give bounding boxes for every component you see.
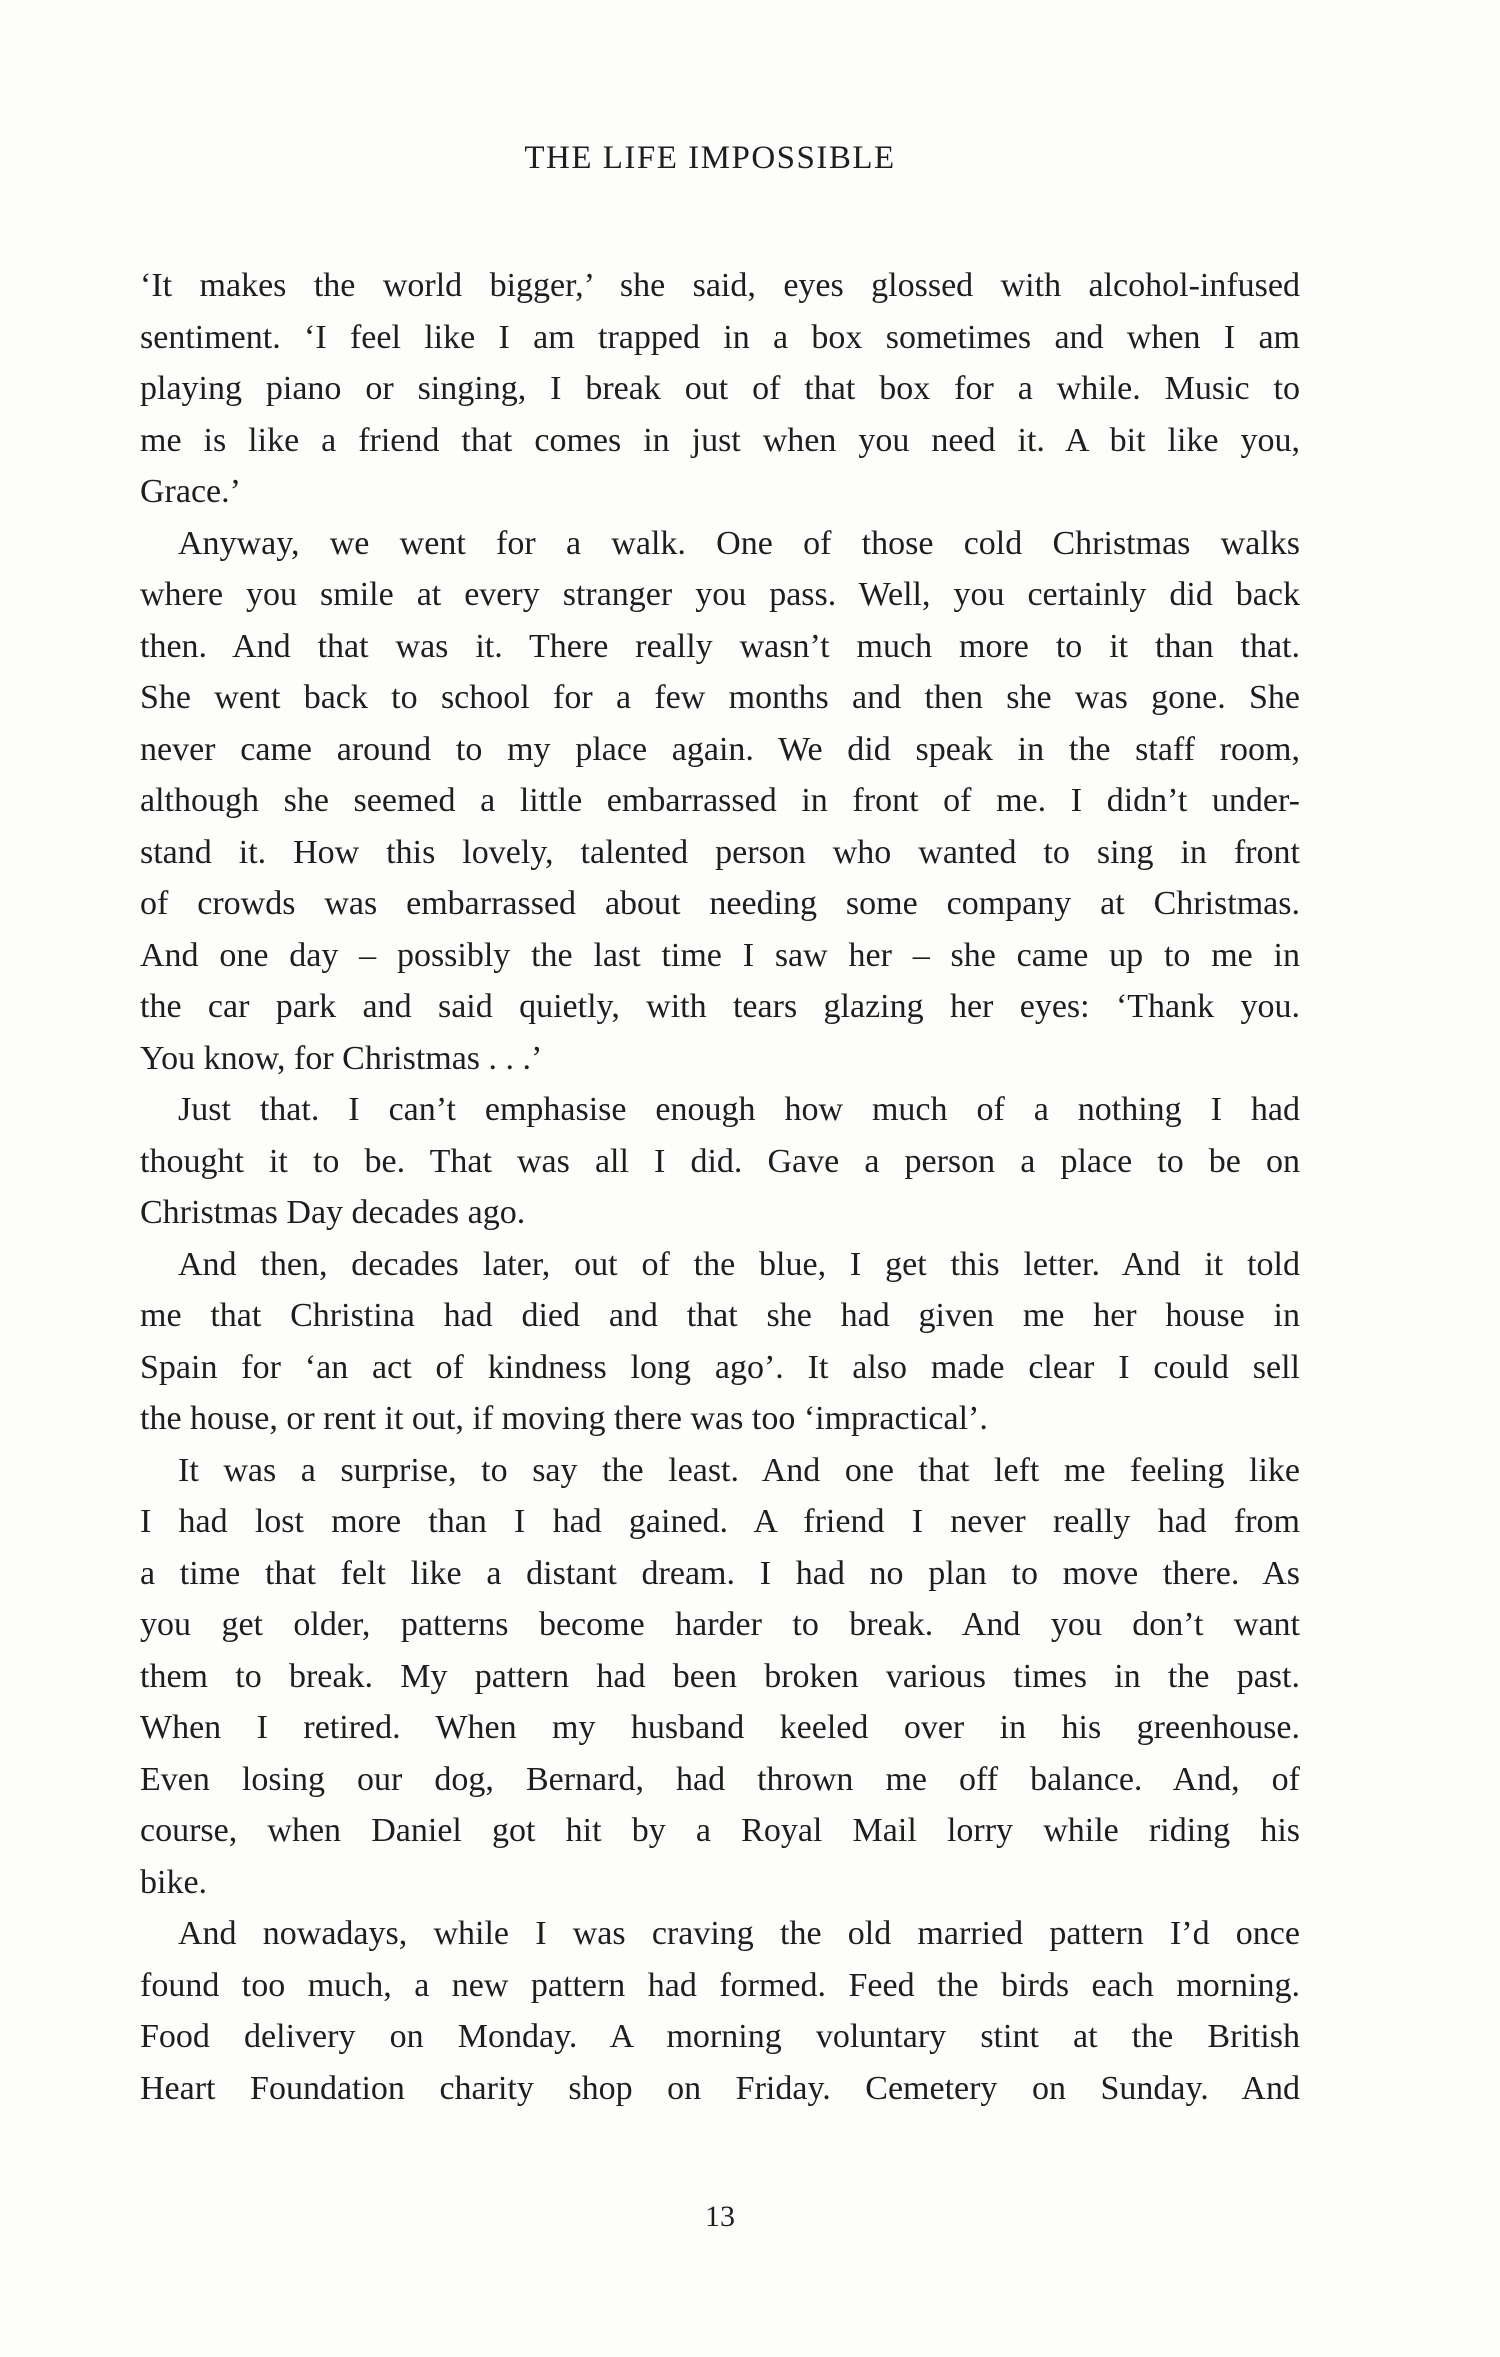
text-line: And nowadays, while I was craving the old married pattern I’d once: [178, 1915, 1300, 1952]
text-line: never came around to my place again. We did speak in the staff room,: [140, 730, 1300, 768]
text-line: sentiment. ‘I feel like I am trapped in a box sometimes and when I am: [140, 318, 1300, 356]
running-head: THE LIFE IMPOSSIBLE: [524, 140, 896, 176]
text-line: And then, decades later, out of the blue, I get this letter. And it told: [178, 1245, 1300, 1283]
text-line: ‘It makes the world bigger,’ she said, eyes glossed with alcohol-infused: [140, 267, 1300, 304]
text-line: Even losing our dog, Bernard, had thrown me off balance. And, of: [140, 1760, 1300, 1798]
text-line: playing piano or singing, I break out of that box for a while. Music to: [140, 370, 1300, 407]
text-line: found too much, a new pattern had formed. Feed the birds each morning.: [140, 1966, 1300, 2004]
text-line: Heart Foundation charity shop on Friday. Cemetery on Sunday. And: [140, 2069, 1300, 2107]
text-line: you get older, patterns become harder to break. And you don’t want: [140, 1606, 1300, 1643]
text-line: Anyway, we went for a walk. One of those cold Christmas walks: [178, 524, 1300, 562]
text-line: them to break. My pattern had been broken various times in the past.: [140, 1657, 1300, 1695]
text-line: a time that felt like a distant dream. I had no plan to move there. As: [140, 1554, 1300, 1592]
paragraph: [140, 518, 1300, 1085]
page-number: 13: [705, 2200, 735, 2233]
paragraph: [140, 1908, 1300, 2114]
text-line: of crowds was embarrassed about needing some company at Christmas.: [140, 885, 1300, 922]
paragraph: [140, 1445, 1300, 1909]
paragraph: [140, 1239, 1300, 1445]
paragraph: [140, 1084, 1300, 1239]
text-line: the car park and said quietly, with tears glazing her eyes: ‘Thank you.: [140, 988, 1300, 1025]
text-line: course, when Daniel got hit by a Royal Mail lorry while riding his: [140, 1812, 1300, 1849]
text-line: Christmas Day decades ago.: [140, 1194, 526, 1231]
body-text: [140, 260, 1300, 2114]
text-line: You know, for Christmas . . .’: [140, 1039, 543, 1077]
text-line: And one day – possibly the last time I saw her – she came up to me in: [140, 936, 1300, 974]
text-line: me is like a friend that comes in just when you need it. A bit like you,: [140, 421, 1300, 459]
text-line: stand it. How this lovely, talented person who wanted to sing in front: [140, 833, 1300, 871]
text-line: then. And that was it. There really wasn’t much more to it than that.: [140, 627, 1300, 665]
text-line: I had lost more than I had gained. A friend I never really had from: [140, 1503, 1300, 1540]
paragraph: [140, 260, 1300, 518]
text-line: Spain for ‘an act of kindness long ago’. It also made clear I could sell: [140, 1348, 1300, 1386]
text-line: thought it to be. That was all I did. Gave a person a place to be on: [140, 1142, 1300, 1180]
text-line: where you smile at every stranger you pass. Well, you certainly did back: [140, 576, 1300, 613]
text-line: Just that. I can’t emphasise enough how much of a nothing I had: [178, 1091, 1300, 1128]
text-line: although she seemed a little embarrassed in front of me. I didn’t under-: [140, 782, 1300, 819]
text-line: Food delivery on Monday. A morning voluntary stint at the British: [140, 2018, 1300, 2055]
text-line: Grace.’: [140, 473, 241, 510]
text-line: It was a surprise, to say the least. And one that left me feeling like: [178, 1451, 1300, 1489]
text-line: bike.: [140, 1863, 208, 1901]
text-line: the house, or rent it out, if moving there was too ‘impractical’.: [140, 1400, 988, 1437]
text-line: When I retired. When my husband keeled over in his greenhouse.: [140, 1709, 1300, 1746]
text-line: me that Christina had died and that she had given me her house in: [140, 1297, 1300, 1334]
text-line: She went back to school for a few months and then she was gone. She: [140, 679, 1300, 716]
